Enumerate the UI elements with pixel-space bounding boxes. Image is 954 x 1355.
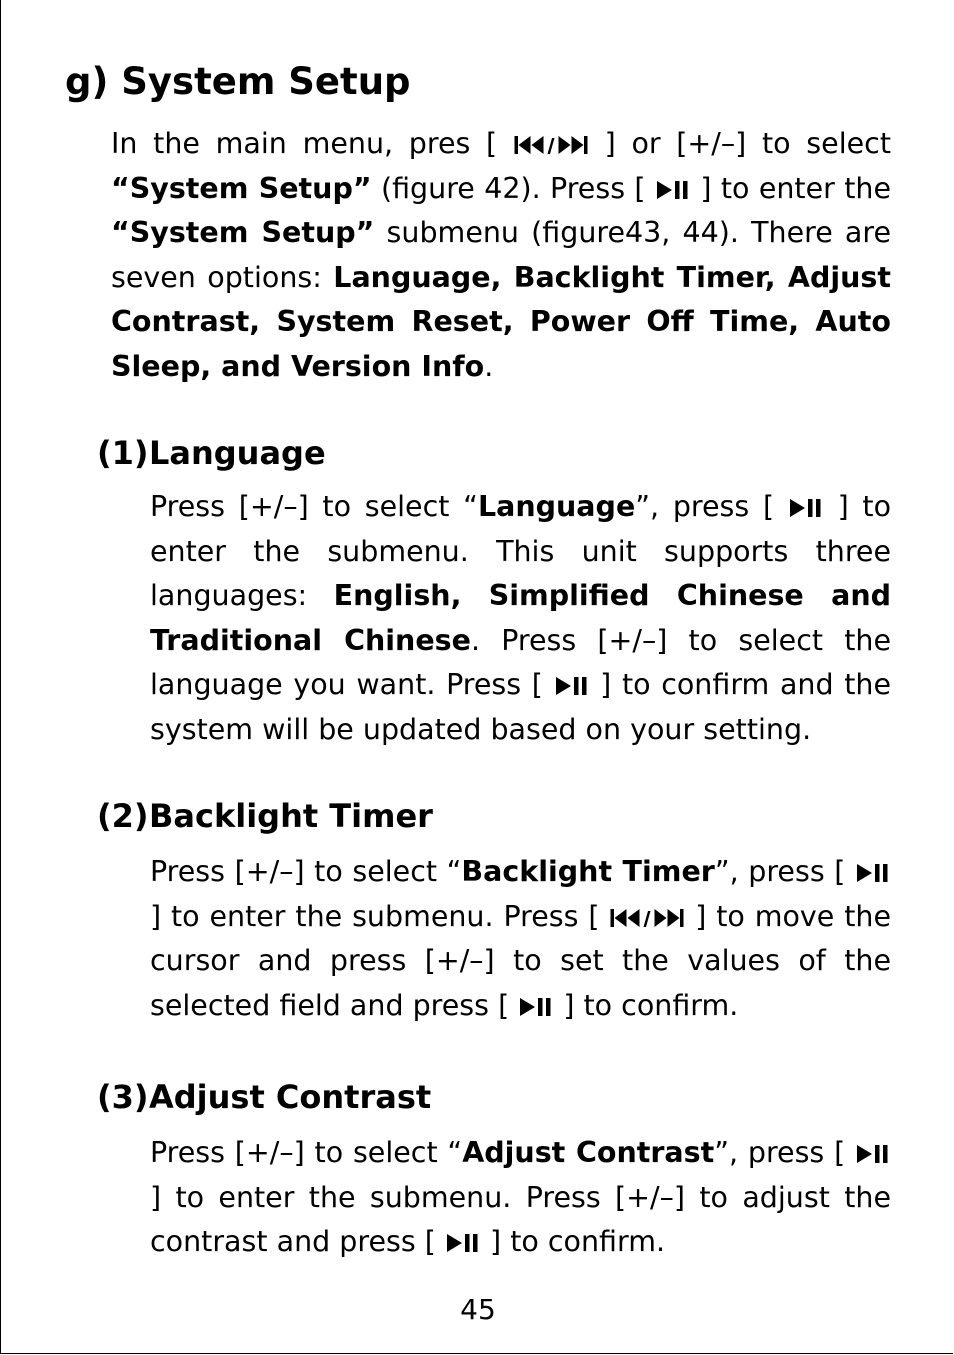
language-text-3: ] to enter the submenu. This unit supports three languages: [150, 490, 892, 613]
language-bold-language: Language [477, 490, 636, 523]
subsection-heading-language [97, 431, 326, 475]
subsection-number: (3) [97, 1078, 149, 1116]
contrast-text-3: ] to enter the submenu. Press [+/–] to adjust the contrast and press [ [150, 1180, 891, 1259]
language-text-5: ] to confirm and the system will be updated based on your setting. [150, 668, 891, 746]
intro-paragraph [111, 122, 891, 390]
subsection-heading-backlight-timer [97, 794, 433, 838]
language-text-2: ”, press [ [635, 490, 775, 523]
language-text-4: . Press [+/–] to select the language you want. Press [ [150, 623, 891, 702]
contrast-text-2: ”, press [ [714, 1136, 846, 1169]
subsection-title: Adjust Contrast [149, 1078, 432, 1116]
play-pause-icon [788, 497, 824, 519]
intro-text-6: . [484, 349, 494, 383]
intro-bold-system-setup-2: “System Setup” [111, 216, 375, 250]
language-bold-languages: English, Simplified Chinese and Traditional Chinese [150, 579, 892, 657]
skip-previous-icon [609, 907, 642, 929]
backlight-text-1: Press [+/–] to select “ [150, 855, 462, 888]
play-pause-icon [445, 1232, 481, 1254]
slash-icon [546, 134, 556, 156]
play-pause-icon [518, 996, 554, 1018]
subsection-title: Language [149, 434, 326, 472]
intro-text-3: (figure 42). Press [ [371, 171, 646, 205]
intro-text-1: In the main menu, pres [ [111, 127, 498, 160]
contrast-text-4: ] to confirm. [490, 1225, 666, 1259]
skip-previous-icon [513, 134, 546, 156]
play-pause-icon [855, 1143, 891, 1165]
skip-next-icon [652, 907, 685, 929]
contrast-text-1: Press [+/–] to select “ [150, 1136, 463, 1169]
contrast-bold-adjust-contrast: Adjust Contrast [462, 1136, 715, 1169]
subsection-number: (1) [97, 434, 149, 472]
backlight-text-5: ] to confirm. [563, 988, 739, 1022]
intro-bold-system-setup-1: “System Setup” [111, 171, 372, 205]
page-number: 45 [460, 1293, 496, 1326]
language-text-1: Press [+/–] to select “ [150, 490, 478, 523]
backlight-bold-backlight-timer: Backlight Timer [461, 855, 715, 888]
subsection-heading-adjust-contrast [97, 1075, 431, 1119]
intro-text-4: ] to enter the [700, 171, 891, 205]
backlight-timer-paragraph [150, 850, 891, 1028]
intro-bold-options: Language, Backlight Timer, Adjust Contrast, System Reset, Power Off Time, Auto Sleep, and Version Info [111, 260, 891, 383]
intro-text-2: ] or [+/–] to select [604, 127, 891, 160]
language-paragraph [150, 485, 891, 753]
backlight-text-3: ] to enter the submenu. Press [ [150, 899, 600, 933]
backlight-text-4: ] to move the cursor and press [+/–] to set the values of the selected field and press [ [150, 899, 891, 1022]
adjust-contrast-paragraph [150, 1131, 891, 1265]
skip-next-icon [556, 134, 589, 156]
subsection-number: (2) [97, 797, 149, 835]
slash-icon [642, 907, 652, 929]
play-pause-icon [655, 179, 691, 201]
intro-text-5: submenu (figure43, 44). There are seven options: [111, 216, 891, 294]
play-pause-icon [855, 862, 891, 884]
section-title: g) System Setup [65, 60, 411, 103]
play-pause-icon [554, 675, 590, 697]
backlight-text-2: ”, press [ [714, 855, 846, 888]
subsection-title: Backlight Timer [149, 797, 433, 835]
